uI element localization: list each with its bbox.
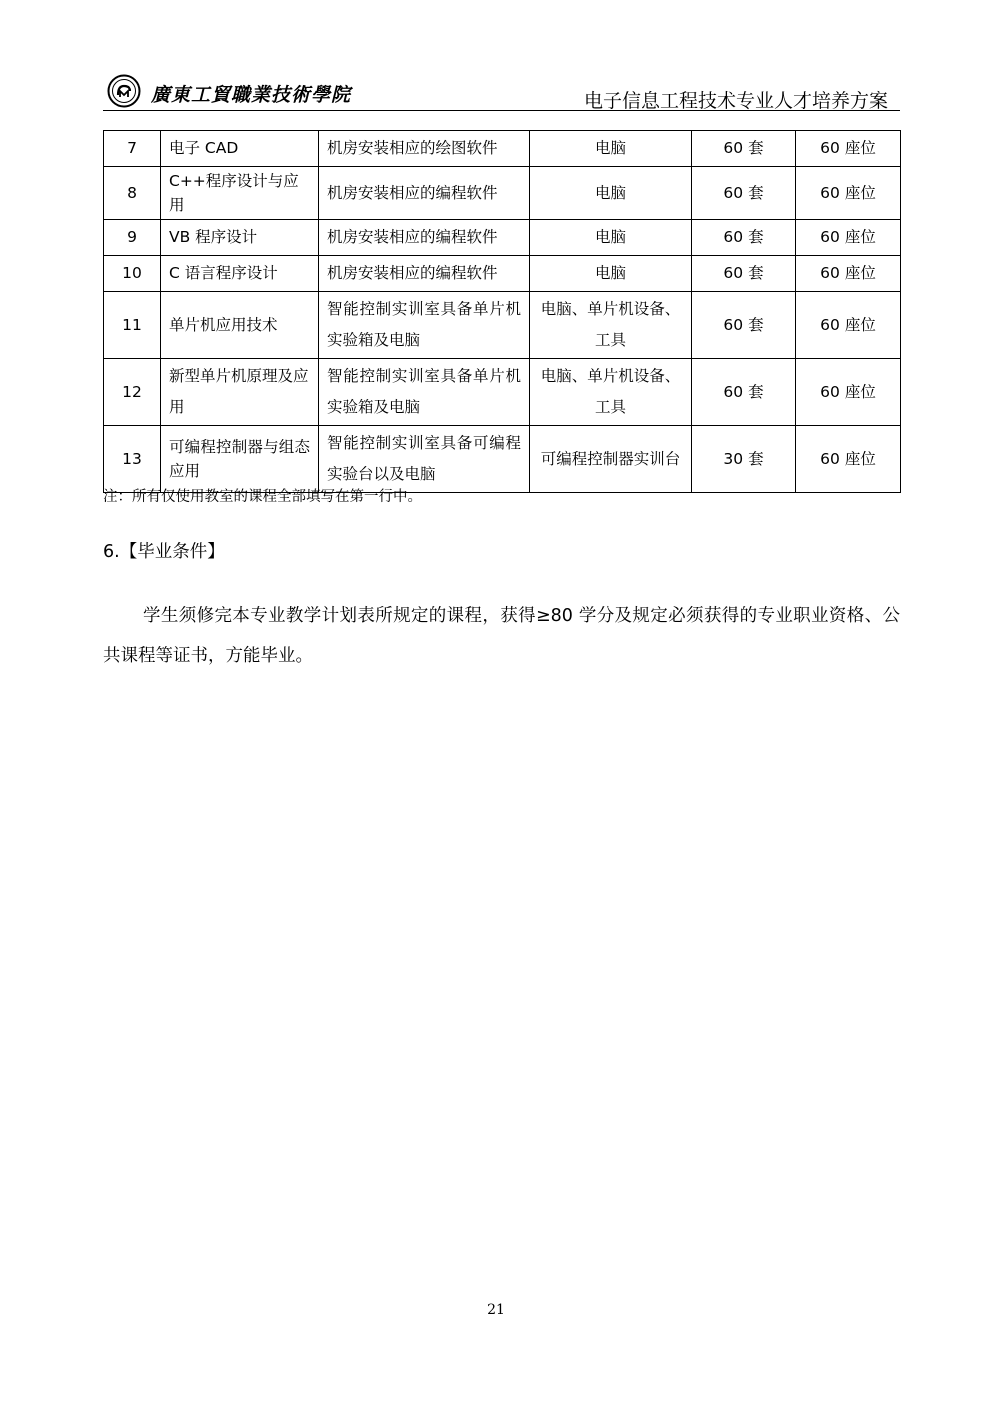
row-number: 7: [104, 131, 161, 167]
seat-count: 60 座位: [796, 167, 901, 220]
row-number: 8: [104, 167, 161, 220]
course-name: 单片机应用技术: [161, 292, 319, 359]
table-row: [104, 292, 901, 359]
table-row: [104, 167, 901, 220]
lab-requirement: 智能控制实训室具备单片机实验箱及电脑: [319, 359, 530, 426]
row-number: 12: [104, 359, 161, 426]
set-count: 60 套: [692, 292, 796, 359]
lab-requirement: 机房安装相应的绘图软件: [319, 131, 530, 167]
college-seal-icon: [107, 74, 141, 108]
table-row: [104, 426, 901, 493]
graduation-requirements-paragraph: 学生须修完本专业教学计划表所规定的课程，获得≥80 学分及规定必须获得的专业职业资格、公共课程等证书，方能毕业。: [103, 606, 900, 666]
equipment: 电脑: [530, 167, 692, 220]
course-name: VB 程序设计: [161, 220, 319, 256]
section-heading: 6.【毕业条件】: [103, 542, 225, 562]
row-number: 11: [104, 292, 161, 359]
table-row: [104, 359, 901, 426]
seat-count: 60 座位: [796, 292, 901, 359]
set-count: 60 套: [692, 167, 796, 220]
set-count: 60 套: [692, 256, 796, 292]
table-row: [104, 256, 901, 292]
seat-count: 60 座位: [796, 131, 901, 167]
set-count: 60 套: [692, 131, 796, 167]
lab-requirement: 机房安装相应的编程软件: [319, 167, 530, 220]
set-count: 30 套: [692, 426, 796, 493]
equipment-table: [103, 130, 901, 493]
table-row: [104, 220, 901, 256]
lab-requirement: 智能控制实训室具备可编程实验台以及电脑: [319, 426, 530, 493]
table-note: 注：所有仅使用教室的课程全部填写在第一行中。: [103, 489, 422, 505]
equipment: 电脑: [530, 131, 692, 167]
seat-count: 60 座位: [796, 256, 901, 292]
document-title: 电子信息工程技术专业人才培养方案: [583, 90, 888, 112]
row-number: 9: [104, 220, 161, 256]
lab-requirement: 机房安装相应的编程软件: [319, 256, 530, 292]
set-count: 60 套: [692, 220, 796, 256]
set-count: 60 套: [692, 359, 796, 426]
row-number: 13: [104, 426, 161, 493]
equipment: 电脑: [530, 256, 692, 292]
course-name: 新型单片机原理及应用: [161, 359, 319, 426]
school-name: 廣東工貿職業技術學院: [151, 84, 352, 106]
equipment: 电脑: [530, 220, 692, 256]
course-name: 可编程控制器与组态应用: [161, 426, 319, 493]
equipment: 可编程控制器实训台: [530, 426, 692, 493]
lab-requirement: 智能控制实训室具备单片机实验箱及电脑: [319, 292, 530, 359]
seat-count: 60 座位: [796, 426, 901, 493]
table-row: [104, 131, 901, 167]
seat-count: 60 座位: [796, 220, 901, 256]
course-name: C 语言程序设计: [161, 256, 319, 292]
row-number: 10: [104, 256, 161, 292]
page-header: [103, 68, 900, 111]
equipment: 电脑、单片机设备、工具: [530, 292, 692, 359]
lab-requirement: 机房安装相应的编程软件: [319, 220, 530, 256]
page-number: 21: [487, 1302, 505, 1318]
course-name: C++程序设计与应用: [161, 167, 319, 220]
seat-count: 60 座位: [796, 359, 901, 426]
equipment: 电脑、单片机设备、工具: [530, 359, 692, 426]
course-name: 电子 CAD: [161, 131, 319, 167]
